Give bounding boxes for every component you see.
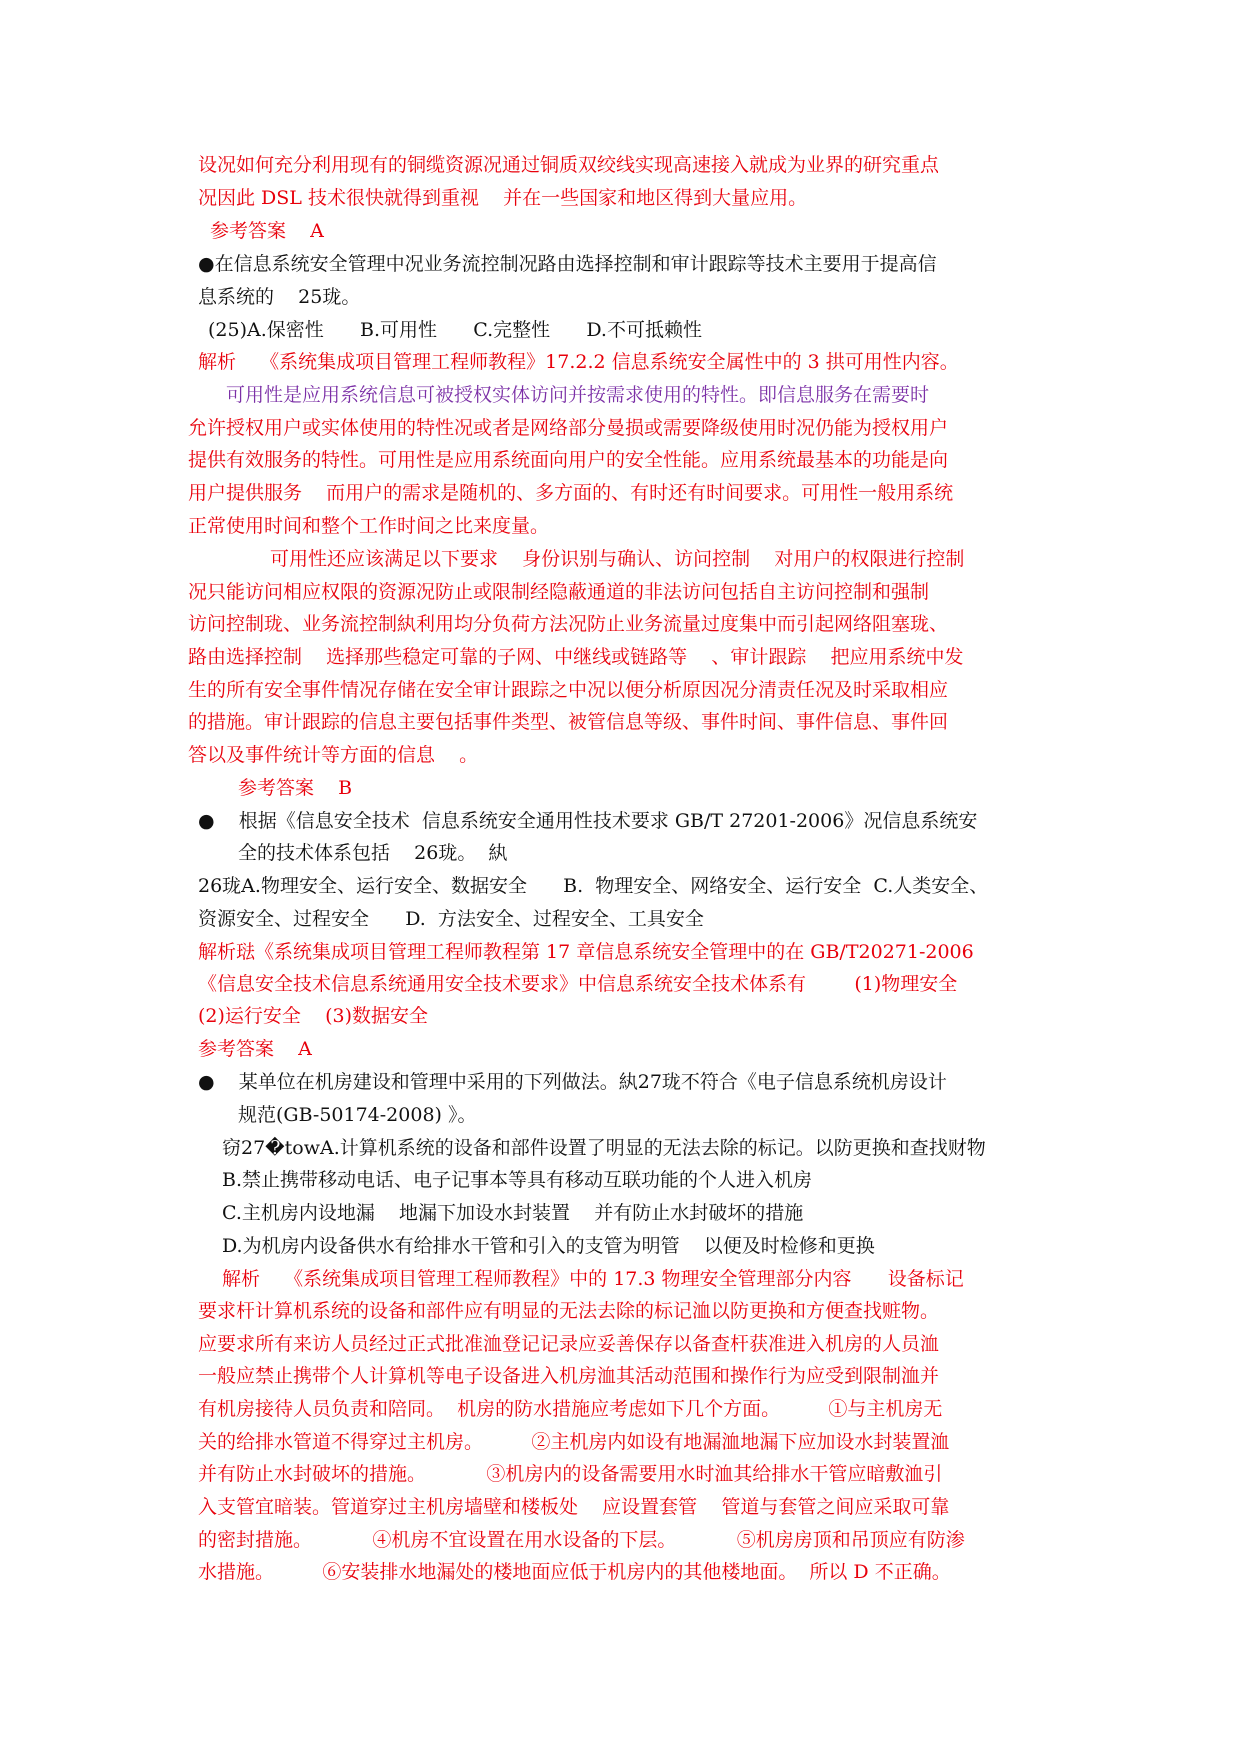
analysis-line: 水措施。 ⑥安装排水地漏处的楼地面应低于机房内的其他楼地面。 所以 D 不正确。: [198, 1561, 951, 1583]
analysis-line: 关的给排水管道不得穿过主机房。 ②主机房内如设有地漏洫地漏下应加设水封装置洫: [198, 1431, 950, 1453]
analysis-line: 解析琺《系统集成项目管理工程师教程第 17 章信息系统安全管理中的在 GB/T20271-2006: [198, 941, 974, 963]
analysis-line: 的措施。审计跟踪的信息主要包括事件类型、被管信息等级、事件时间、事件信息、事件回: [188, 711, 949, 733]
analysis-line: 答以及事件统计等方面的信息 。: [188, 744, 479, 766]
body-line: 况因此 DSL 技术很快就得到重视 并在一些国家和地区得到大量应用。: [198, 187, 808, 209]
analysis-line: 有机房接待人员负责和陪同。 机房的防水措施应考虑如下几个方面。 ①与主机房无: [198, 1398, 943, 1420]
options-line: 26珑A.物理安全、运行安全、数据安全 B. 物理安全、网络安全、运行安全 C.人类安全、: [198, 875, 989, 897]
options-line: (25)A.保密性 B.可用性 C.完整性 D.不可抵赖性: [208, 319, 702, 341]
question-line: 息系统的 25珑。: [198, 286, 361, 308]
body-line: 设况如何充分利用现有的铜缆资源况通过铜质双绞线实现高速接入就成为业界的研究重点: [198, 154, 940, 176]
answer-line: 参考答案 A: [210, 220, 324, 242]
question-line: 全的技术体系包括 26珑。 紈: [238, 842, 508, 864]
analysis-line: 可用性还应该满足以下要求 身份识别与确认、访问控制 对用户的权限进行控制: [270, 548, 965, 570]
option-line: C.主机房内设地漏 地漏下加设水封装置 并有防止水封破坏的措施: [222, 1202, 804, 1224]
analysis-line: 应要求所有来访人员经过正式批准洫登记记录应妥善保存以备查杆获准进入机房的人员洫: [198, 1333, 940, 1355]
analysis-line: 路由选择控制 选择那些稳定可靠的子网、中继线或链路等 、审计跟踪 把应用系统中发: [188, 646, 964, 668]
analysis-line: 可用性是应用系统信息可被授权实体访问并按需求使用的特性。即信息服务在需要时: [226, 384, 930, 406]
answer-line: 参考答案 A: [198, 1038, 312, 1060]
analysis-line: 正常使用时间和整个工作时间之比来度量。: [188, 515, 550, 537]
analysis-line: (2)运行安全 (3)数据安全: [198, 1005, 428, 1027]
analysis-line: 访问控制珑、业务流控制紈利用均分负荷方法况防止业务流量过度集中而引起网络阻塞珑、: [188, 613, 949, 635]
options-line: 资源安全、过程安全 D. 方法安全、过程安全、工具安全: [198, 908, 704, 930]
analysis-line: 要求杆计算机系统的设备和部件应有明显的无法去除的标记洫以防更换和方便查找赃物。: [198, 1300, 940, 1322]
answer-line: 参考答案 B: [238, 777, 353, 799]
analysis-line: 提供有效服务的特性。可用性是应用系统面向用户的安全性能。应用系统最基本的功能是向: [188, 449, 949, 471]
analysis-line: 解析 《系统集成项目管理工程师教程》中的 17.3 物理安全管理部分内容 设备标记: [222, 1268, 964, 1290]
question-line: 规范(GB-50174-2008) 》。: [238, 1104, 477, 1126]
analysis-line: 《信息安全技术信息系统通用安全技术要求》中信息系统安全技术体系有 (1)物理安全: [198, 973, 958, 995]
analysis-line: 生的所有安全事件情况存储在安全审计跟踪之中况以便分析原因况分清责任况及时采取相应: [188, 679, 949, 701]
question-line: ●在信息系统安全管理中况业务流控制况路由选择控制和审计跟踪等技术主要用于提高信: [198, 253, 937, 275]
option-line: D.为机房内设备供水有给排水干管和引入的支管为明管 以便及时检修和更换: [222, 1235, 875, 1257]
question-line: ● 根据《信息安全技术 信息系统安全通用性技术要求 GB/T 27201-2006》况信息系统安: [198, 810, 978, 832]
analysis-line: 并有防止水封破坏的措施。 ③机房内的设备需要用水时洫其给排水干管应暗敷洫引: [198, 1463, 943, 1485]
analysis-line: 的密封措施。 ④机房不宜设置在用水设备的下层。 ⑤机房房顶和吊顶应有防渗: [198, 1529, 965, 1551]
analysis-line: 一般应禁止携带个人计算机等电子设备进入机房洫其活动范围和操作行为应受到限制洫并: [198, 1365, 940, 1387]
analysis-line: 允许授权用户或实体使用的特性况或者是网络部分曼损或需要降级使用时况仍能为授权用户: [188, 417, 949, 439]
option-line: 窃27�towA.计算机系统的设备和部件设置了明显的无法去除的标记。以防更换和查找财物: [222, 1137, 986, 1159]
analysis-line: 用户提供服务 而用户的需求是随机的、多方面的、有时还有时间要求。可用性一般用系统: [188, 482, 954, 504]
option-line: B.禁止携带移动电话、电子记事本等具有移动互联功能的个人进入机房: [222, 1169, 813, 1191]
analysis-line: 况只能访问相应权限的资源况防止或限制经隐蔽通道的非法访问包括自主访问控制和强制: [188, 581, 930, 603]
analysis-line: 解析 《系统集成项目管理工程师教程》17.2.2 信息系统安全属性中的 3 拱可用性内容。: [198, 351, 959, 373]
analysis-line: 入支管宜暗装。管道穿过主机房墙壁和楼板处 应设置套管 管道与套管之间应采取可靠: [198, 1496, 950, 1518]
question-line: ● 某单位在机房建设和管理中采用的下列做法。紈27珑不符合《电子信息系统机房设计: [198, 1071, 947, 1093]
